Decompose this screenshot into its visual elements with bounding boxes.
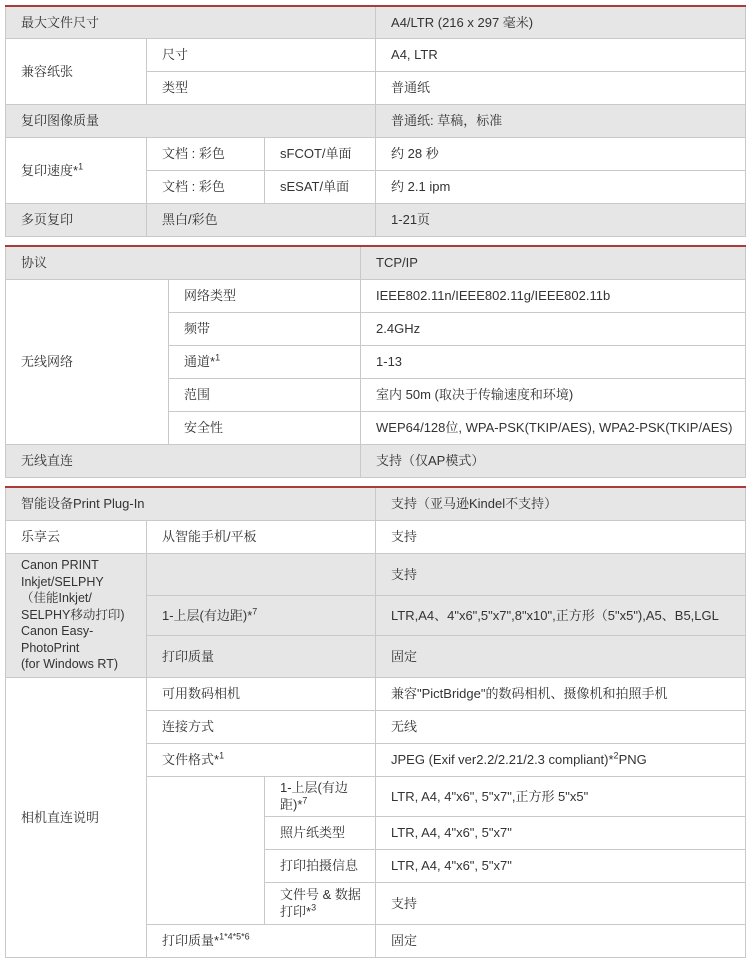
- wireless-row-label: 范围: [169, 378, 361, 411]
- canon-print-value: 固定: [376, 635, 746, 677]
- speed-doc: 文档 : 彩色: [147, 137, 265, 170]
- camera-nested-sub: 1-上层(有边距)*$^7$: [265, 776, 376, 816]
- copy-spec-table: [5, 5, 746, 237]
- multi-copy-mode: 黑白/彩色: [147, 203, 376, 236]
- camera-nested-value: LTR, A4, 4"x6", 5"x7": [376, 816, 746, 849]
- camera-nested-sub: 打印拍摄信息: [265, 849, 376, 882]
- camera-nested-value: LTR, A4, 4"x6", 5"x7",正方形 5"x5": [376, 776, 746, 816]
- multi-copy-label: 多页复印: [6, 203, 147, 236]
- camera-row-sub: 文件格式*$^1$: [147, 743, 376, 776]
- camera-row-value: 兼容"PictBridge"的数码相机、摄像机和拍照手机: [376, 677, 746, 710]
- paper-size-label: 尺寸: [147, 38, 376, 71]
- protocol-value: TCP/IP: [361, 246, 746, 279]
- canon-print-value: 支持: [376, 553, 746, 595]
- camera-nested-value: 支持: [376, 882, 746, 924]
- paper-type-value: 普通纸: [376, 71, 746, 104]
- wireless-row-label: 通道*$^1$: [169, 345, 361, 378]
- copy-speed-label: 复印速度*$^1$: [6, 137, 147, 203]
- wireless-direct-value: 支持（仅AP模式）: [361, 444, 746, 477]
- canon-print-label: Canon PRINT Inkjet/SELPHY （佳能Inkjet/ SELPHY移动打印) Canon Easy- PhotoPrint (for Windows RT): [6, 553, 147, 677]
- camera-row-sub: 可用数码相机: [147, 677, 376, 710]
- camera-row-sub: 连接方式: [147, 710, 376, 743]
- speed-value: 约 28 秒: [376, 137, 746, 170]
- wireless-row-label: 安全性: [169, 411, 361, 444]
- copy-quality-value: 普通纸: 草稿，标准: [376, 104, 746, 137]
- paper-type-label: 类型: [147, 71, 376, 104]
- canon-print-sub: 打印质量: [147, 635, 376, 677]
- max-size-value: A4/LTR (216 x 297 毫米): [376, 6, 746, 38]
- multi-copy-value: 1-21页: [376, 203, 746, 236]
- camera-quality-sub: 打印质量*$^{1*4*5*6}$: [147, 924, 376, 957]
- camera-row-value: 无线: [376, 710, 746, 743]
- wireless-label: 无线网络: [6, 279, 169, 444]
- wireless-row-value: 1-13: [361, 345, 746, 378]
- wireless-row-value: 室内 50m (取决于传输速度和环境): [361, 378, 746, 411]
- camera-direct-label: 相机直连说明: [6, 677, 147, 957]
- camera-nested-value: LTR, A4, 4"x6", 5"x7": [376, 849, 746, 882]
- camera-blank-cell: [147, 776, 265, 924]
- max-size-label: 最大文件尺寸: [6, 6, 376, 38]
- paper-label: 兼容纸张: [6, 38, 147, 104]
- canon-print-sub: 1-上层(有边距)*$^7$: [147, 595, 376, 635]
- network-spec-table: [5, 245, 746, 478]
- camera-row-value: JPEG (Exif ver2.2/2.21/2.3 compliant)*$^2$PNG: [376, 743, 746, 776]
- paper-size-value: A4, LTR: [376, 38, 746, 71]
- camera-nested-sub: 照片纸类型: [265, 816, 376, 849]
- wireless-row-label: 网络类型: [169, 279, 361, 312]
- speed-value: 约 2.1 ipm: [376, 170, 746, 203]
- plugin-value: 支持（亚马逊Kindel不支持）: [376, 487, 746, 520]
- camera-nested-sub: 文件号 & 数据打印*$^3$: [265, 882, 376, 924]
- wireless-row-label: 频带: [169, 312, 361, 345]
- wireless-row-value: WEP64/128位, WPA-PSK(TKIP/AES), WPA2-PSK(TKIP/AES): [361, 411, 746, 444]
- cloud-sub: 从智能手机/平板: [147, 520, 376, 553]
- wireless-row-value: 2.4GHz: [361, 312, 746, 345]
- plugin-label: 智能设备Print Plug-In: [6, 487, 376, 520]
- canon-print-sub: [147, 553, 376, 595]
- wireless-direct-label: 无线直连: [6, 444, 361, 477]
- speed-mode: sFCOT/单面: [265, 137, 376, 170]
- speed-doc: 文档 : 彩色: [147, 170, 265, 203]
- mobile-spec-table: [5, 486, 746, 958]
- copy-quality-label: 复印图像质量: [6, 104, 376, 137]
- protocol-label: 协议: [6, 246, 361, 279]
- cloud-value: 支持: [376, 520, 746, 553]
- canon-print-value: LTR,A4、4"x6",5"x7",8"x10",正方形（5"x5"),A5、B5,LGL: [376, 595, 746, 635]
- speed-mode: sESAT/单面: [265, 170, 376, 203]
- cloud-label: 乐享云: [6, 520, 147, 553]
- wireless-row-value: IEEE802.11n/IEEE802.11g/IEEE802.11b: [361, 279, 746, 312]
- camera-quality-value: 固定: [376, 924, 746, 957]
